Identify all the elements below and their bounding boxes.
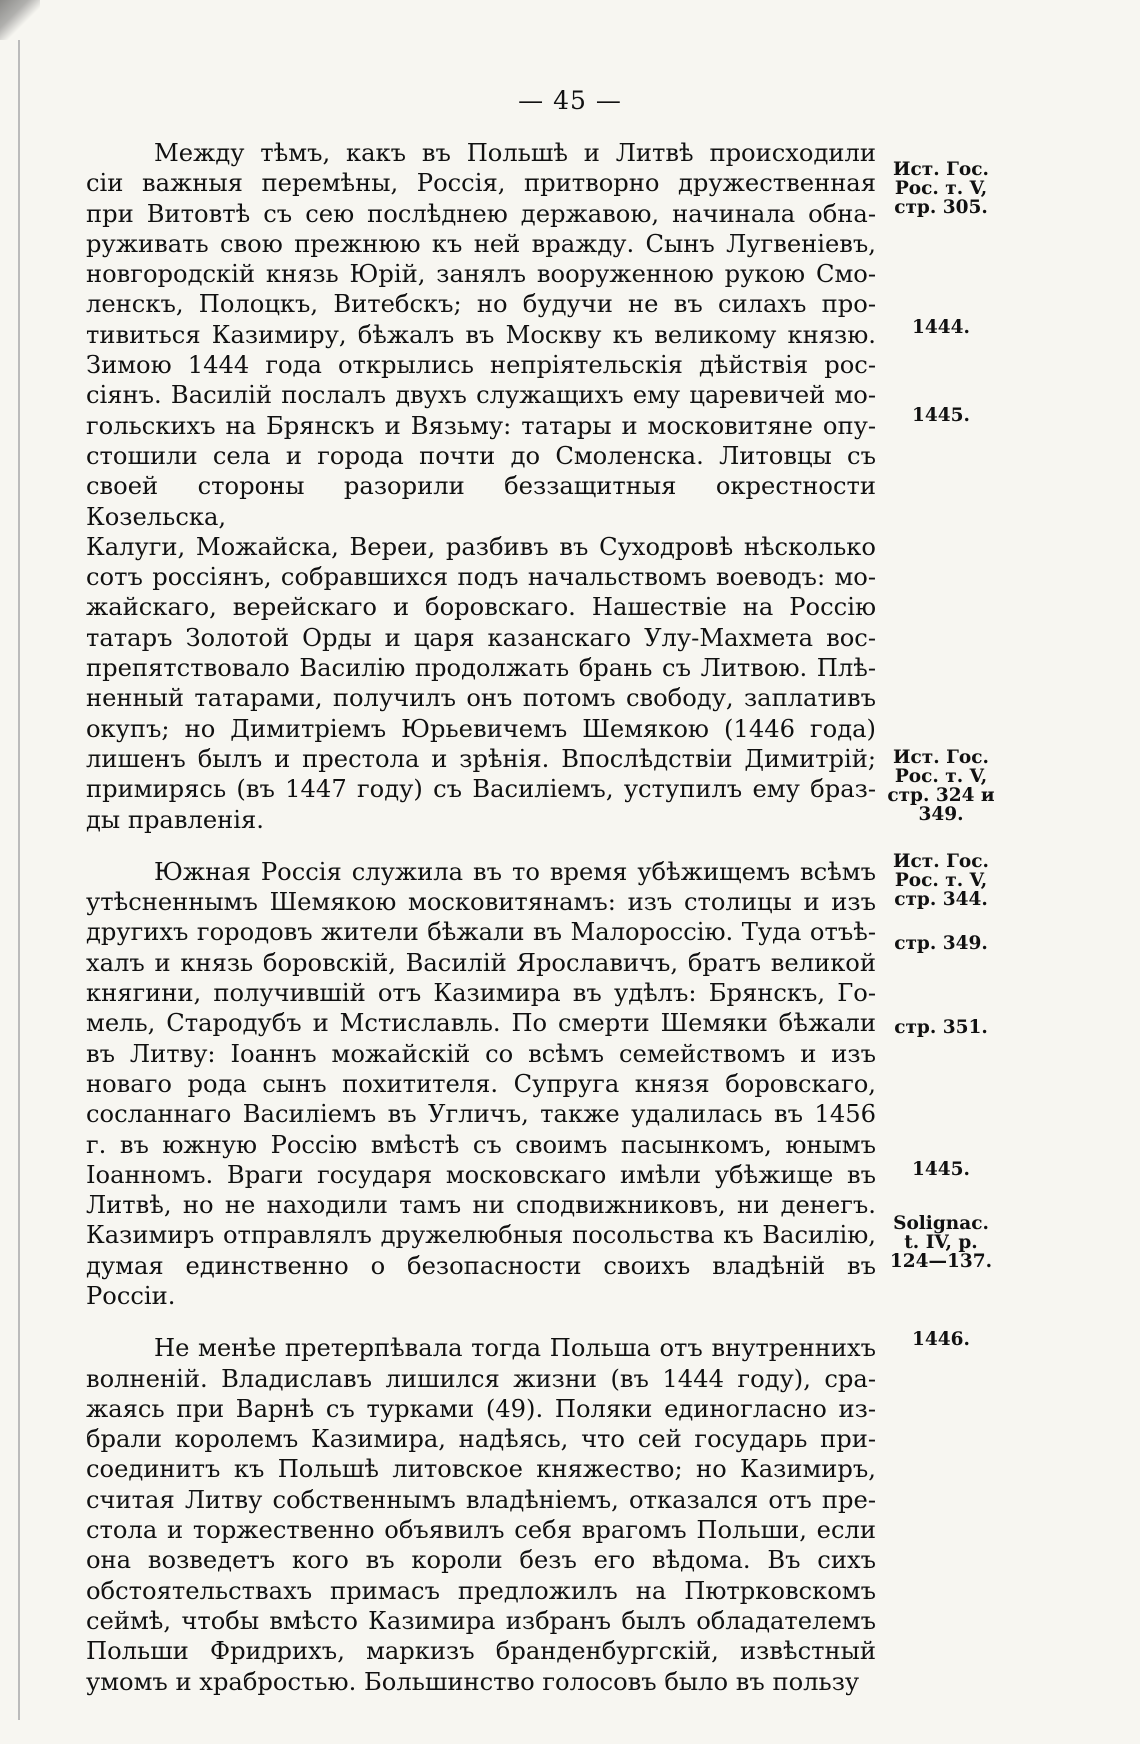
text-line: окупъ; но Димитріемъ Юрьевичемъ Шемякою (1446 года) xyxy=(86,714,876,743)
text-line: утѣсненнымъ Шемякою московитянамъ: изъ столицы и изъ xyxy=(86,888,876,917)
margin-note: Solignac. t. IV, p. 124—137. xyxy=(889,1213,993,1272)
text-line: въ Литву: Іоаннъ можайскій со всѣмъ семействомъ и изъ xyxy=(86,1039,876,1068)
text-line: Между тѣмъ, какъ въ Польшѣ и Литвѣ происходили xyxy=(154,139,876,167)
text-line: княгини, получившій отъ Казимира въ удѣлъ: Брянскъ, Го- xyxy=(86,979,876,1008)
margin-note: 1446. xyxy=(912,1329,970,1350)
scan-corner-mark xyxy=(0,0,40,40)
main-text xyxy=(86,138,876,1719)
text-line: Зимою 1444 года открылись непріятельскія дѣйствія рос- xyxy=(86,351,876,380)
paragraph-3 xyxy=(86,1333,876,1697)
text-line: препятствовало Василію продолжать брань съ Литвою. Плѣ- xyxy=(86,654,876,683)
text-line: сіи важныя перемѣны, Россія, притворно дружественная xyxy=(86,169,876,198)
margin-note: стр. 349. xyxy=(894,933,988,954)
text-line: стошили села и города почти до Смоленска. Литовцы съ xyxy=(86,441,876,470)
text-line: Не менѣе претерпѣвала тогда Польша отъ внутреннихъ xyxy=(154,1334,876,1363)
paragraph-1 xyxy=(86,138,876,835)
text-line: ненный татарами, получилъ онъ потомъ свободу, заплативъ xyxy=(86,684,876,713)
text-line: Іоанномъ. Враги государя московскаго имѣли убѣжище въ xyxy=(86,1160,876,1189)
text-line: примирясь (въ 1447 году) съ Василіемъ, уступилъ ему браз- xyxy=(86,775,876,804)
text-line: сеймѣ, чтобы вмѣсто Казимира избранъ былъ обладателемъ xyxy=(86,1606,876,1635)
text-line: ды правленія. xyxy=(86,805,264,834)
text-line: жаясь при Варнѣ съ турками (49). Поляки единогласно из- xyxy=(86,1394,876,1423)
margin-note: 1444. xyxy=(912,317,970,338)
text-line: лишенъ былъ и престола и зрѣнія. Впослѣдствіи Димитрій; xyxy=(86,744,876,773)
text-line: гольскихъ на Брянскъ и Вязьму: татары и московитяне опу- xyxy=(86,411,876,440)
margin-note: 1445. xyxy=(912,1159,970,1180)
text-line: брали королемъ Казимира, надѣясь, что сей государь при- xyxy=(86,1425,876,1454)
margin-note: Ист. Гос. Рос. т. V, стр. 344. xyxy=(893,851,989,910)
text-line: Калуги, Можайска, Вереи, разбивъ въ Суходровѣ нѣсколько xyxy=(86,532,876,561)
text-line: руживать свою прежнюю къ ней вражду. Сынъ Лугвеніевъ, xyxy=(86,229,876,258)
margin-note: 1445. xyxy=(912,405,970,426)
margin-note: Ист. Гос. Рос. т. V, стр. 324 и 349. xyxy=(887,747,995,825)
text-line: Польши Фридрихъ, маркизъ бранденбургскій, извѣстный xyxy=(86,1637,876,1666)
text-line: считая Литву собственнымъ владѣніемъ, отказался отъ пре- xyxy=(86,1485,876,1514)
text-line: Южная Россія служила въ то время убѣжищемъ всѣмъ xyxy=(154,857,876,886)
text-line: мель, Стародубъ и Мстиславль. По смерти Шемяки бѣжали xyxy=(86,1009,876,1038)
text-line: жайскаго, верейскаго и боровскаго. Нашествіе на Россію xyxy=(86,593,876,622)
text-line: она возведетъ кого въ короли безъ его вѣдома. Въ сихъ xyxy=(86,1546,876,1575)
text-line: при Витовтѣ съ сею послѣднею державою, начинала обна- xyxy=(86,199,876,228)
text-line: волненій. Владиславъ лишился жизни (въ 1444 году), сра- xyxy=(86,1364,876,1393)
text-line: тивиться Казимиру, бѣжалъ въ Москву къ великому князю. xyxy=(86,320,876,349)
text-line: своей стороны разорили беззащитныя окрестности Козельска, xyxy=(86,472,876,531)
margin-note: Ист. Гос. Рос. т. V, стр. 305. xyxy=(893,159,989,218)
page-number: — 45 — xyxy=(518,86,622,115)
text-line: сосланнаго Василіемъ въ Угличъ, также удалилась въ 1456 xyxy=(86,1100,876,1129)
text-line: обстоятельствахъ примасъ предложилъ на Пютрковскомъ xyxy=(86,1576,876,1605)
margin-note: стр. 351. xyxy=(894,1017,988,1038)
text-line: умомъ и храбростью. Большинство голосовъ было въ пользу xyxy=(86,1667,860,1696)
text-line: ленскъ, Полоцкъ, Витебскъ; но будучи не въ силахъ про- xyxy=(86,290,876,319)
text-line: другихъ городовъ жители бѣжали въ Малороссію. Туда отъѣ- xyxy=(86,918,876,947)
paragraph-2 xyxy=(86,857,876,1311)
text-line: сотъ россіянъ, собравшихся подъ начальствомъ воеводъ: мо- xyxy=(86,563,876,592)
text-line: халъ и князь боровскій, Василій Ярославичъ, братъ великой xyxy=(86,948,876,977)
text-line: новаго рода сынъ похитителя. Супруга князя боровскаго, xyxy=(86,1069,876,1098)
text-line: думая единственно о безопасности своихъ владѣній въ Россіи. xyxy=(86,1251,876,1310)
page-edge-line xyxy=(18,40,20,1720)
text-line: татаръ Золотой Орды и царя казанскаго Улу-Махмета вос- xyxy=(86,623,876,652)
text-line: новгородскій князь Юрій, занялъ вооруженною рукою Смо- xyxy=(86,260,876,289)
text-line: стола и торжественно объявилъ себя врагомъ Польши, если xyxy=(86,1516,876,1545)
text-line: сіянъ. Василій послалъ двухъ служащихъ ему царевичей мо- xyxy=(86,381,876,410)
text-line: г. въ южную Россію вмѣстѣ съ своимъ пасынкомъ, юнымъ xyxy=(86,1130,876,1159)
text-line: Казимиръ отправлялъ дружелюбныя посольства къ Василію, xyxy=(86,1221,876,1250)
text-line: соединитъ къ Польшѣ литовское княжество; но Казимиръ, xyxy=(86,1455,876,1484)
text-line: Литвѣ, но не находили тамъ ни сподвижниковъ, ни денегъ. xyxy=(86,1191,876,1220)
